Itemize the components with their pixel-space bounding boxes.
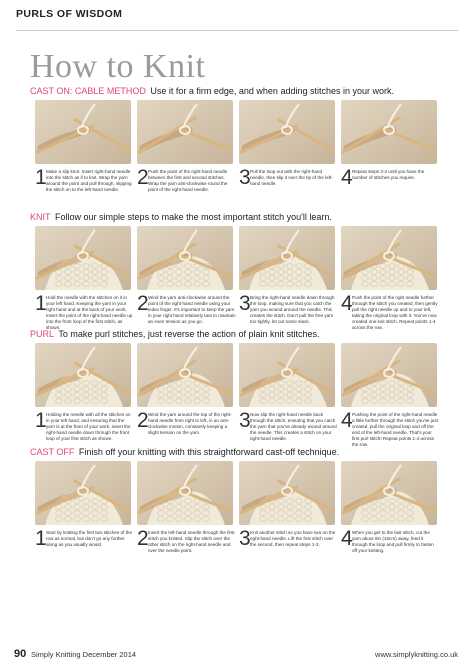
- step-caption: [239, 292, 337, 349]
- step-number: 4: [341, 166, 353, 189]
- section-keyword: CAST OFF: [30, 447, 75, 457]
- step-photo: [239, 461, 335, 525]
- step-number: 3: [239, 166, 251, 189]
- step-instruction: When you get to the last stitch, cut the yarn about 8in (15cm) away, feed it through the loop and pull firmly to fasten off your knitting.: [352, 530, 434, 553]
- step-number: 1: [35, 527, 47, 550]
- step-number: 3: [239, 292, 251, 315]
- step-photo: [137, 343, 233, 407]
- step-instruction: Pushing the point of the right-hand needle a little further through the stitch you've just created, pull the original loop and off the end of the left-hand needle. That's your first purl stitch! Repeat points 1-4 across the row.: [352, 412, 438, 447]
- step-number: 4: [341, 527, 353, 550]
- header-divider: [16, 30, 458, 31]
- step-caption: [35, 527, 133, 584]
- section-intro: To make purl stitches, just reverse the action of plain knit stitches.: [58, 329, 320, 339]
- step-caption: [341, 292, 439, 349]
- section-intro: Use it for a firm edge, and when adding stitches in your work.: [150, 86, 394, 96]
- step-instruction: Hold the needle with the stitches on it in your left hand. Keeping the yarn in your right hand and at the back of your work, insert the point of the right-hand needle up into the front loop of the first stitch, as shown.: [46, 295, 133, 330]
- step-number: 3: [239, 527, 251, 550]
- page-footer: [0, 646, 474, 666]
- step-photo: [239, 226, 335, 290]
- step-caption: [137, 527, 235, 584]
- step-photo: [137, 226, 233, 290]
- step-instruction: Push the point of the right-hand needle between the first and second stitches. Wrap the yarn anti-clockwise round the point of the right-hand needle.: [148, 169, 228, 192]
- section-keyword: KNIT: [30, 212, 51, 222]
- step-instruction: Repeat steps 2-3 until you have the number of stitches you require.: [352, 169, 425, 180]
- section-keyword: PURL: [30, 329, 55, 339]
- step-number: 2: [137, 527, 149, 550]
- step-number: 1: [35, 409, 47, 432]
- step-instruction: Wind the yarn around the top of the right-hand needle from right to left, in an anti-clockwise motion, constantly keeping a slight tension on the yarn.: [148, 412, 232, 435]
- step-number: 4: [341, 292, 353, 315]
- step-instruction: Now slip the right-hand needle back through the stitch, ensuring that you catch the yarn that you've already wound around the needle. This creates a stitch on your right-hand needle.: [250, 412, 337, 441]
- step-instruction: Push the point of the right needle further through the stitch you created, then gently pull the right needle up and to your left, taking the original loop with it. You've now created one knit stitch. Repeat points 1-4 across the row.: [352, 295, 438, 330]
- section-keyword: CAST ON: CABLE METHOD: [30, 86, 146, 96]
- section-intro: Follow our simple steps to make the most important stitch you'll learn.: [55, 212, 332, 222]
- step-photo: [35, 100, 131, 164]
- step-photo: [341, 226, 437, 290]
- section-intro: Finish off your knitting with this straightforward cast-off technique.: [78, 447, 340, 457]
- section-heading: [30, 447, 450, 458]
- step-number: 1: [35, 292, 47, 315]
- step-photo: [137, 461, 233, 525]
- step-instruction: Wind the yarn anti-clockwise around the point of the right-hand needle using your index finger. It's important to keep the yarn in your right hand relatively taut to maintain an even tension as you go.: [148, 295, 236, 324]
- step-instruction: Insert the left-hand needle through the first stitch you knitted. Slip the stitch over the other stitch on the right-hand needle and over the needle point.: [148, 530, 235, 553]
- step-instruction: Pull the loop out with the right-hand needle, then slip it over the tip of the left-hand needle.: [250, 169, 333, 186]
- magazine-issue: Simply Knitting December 2014: [31, 650, 137, 659]
- step-number: 1: [35, 166, 47, 189]
- section-heading: [30, 212, 450, 223]
- step-number: 2: [137, 166, 149, 189]
- step-instruction: Bring the right-hand needle down through the loop, making sure that you catch the yarn you wound around the needle. This creates the stitch. Don't pull the free yarn too tightly, let out some slack.: [250, 295, 335, 324]
- step-instruction: Make a slip knot. Insert right-hand needle into the stitch as if to knit. Wrap the yarn around the point and pull through, slipping the stitch on to the left-hand needle.: [46, 169, 132, 192]
- step-number: 4: [341, 409, 353, 432]
- step-caption: [35, 292, 133, 349]
- page-header: [0, 0, 474, 34]
- step-number: 2: [137, 292, 149, 315]
- step-photo: [341, 343, 437, 407]
- section-label: PURLS OF WISDOM: [16, 8, 123, 20]
- step-caption: [239, 527, 337, 584]
- step-photo: [35, 343, 131, 407]
- step-number: 3: [239, 409, 251, 432]
- step-photo: [35, 461, 131, 525]
- page-title: How to Knit: [30, 48, 206, 85]
- step-number: 2: [137, 409, 149, 432]
- step-instruction: Knit another stitch so you have two on the right-hand needle. Lift the first stitch over the second, then repeat steps 1-3.: [250, 530, 336, 547]
- step-photo: [341, 461, 437, 525]
- step-photo: [341, 100, 437, 164]
- step-caption: [137, 292, 236, 349]
- step-photo: [35, 226, 131, 290]
- step-photo: [137, 100, 233, 164]
- step-photo: [239, 100, 335, 164]
- step-photo: [239, 343, 335, 407]
- page-number: 90: [14, 648, 27, 660]
- step-instruction: Holding the needle with all the stitches on in your left hand, and ensuring that the yarn is at the front of your work, insert the right-hand needle down through the front loop of your first stitch as shown.: [46, 412, 131, 441]
- step-instruction: Start by knitting the first two stitches of the row as normal, but don't go any further along as you usually would.: [46, 530, 133, 547]
- step-caption: [341, 527, 439, 584]
- section-heading: [30, 329, 450, 340]
- section-heading: [30, 86, 450, 97]
- website-url: www.simplyknitting.co.uk: [375, 650, 458, 659]
